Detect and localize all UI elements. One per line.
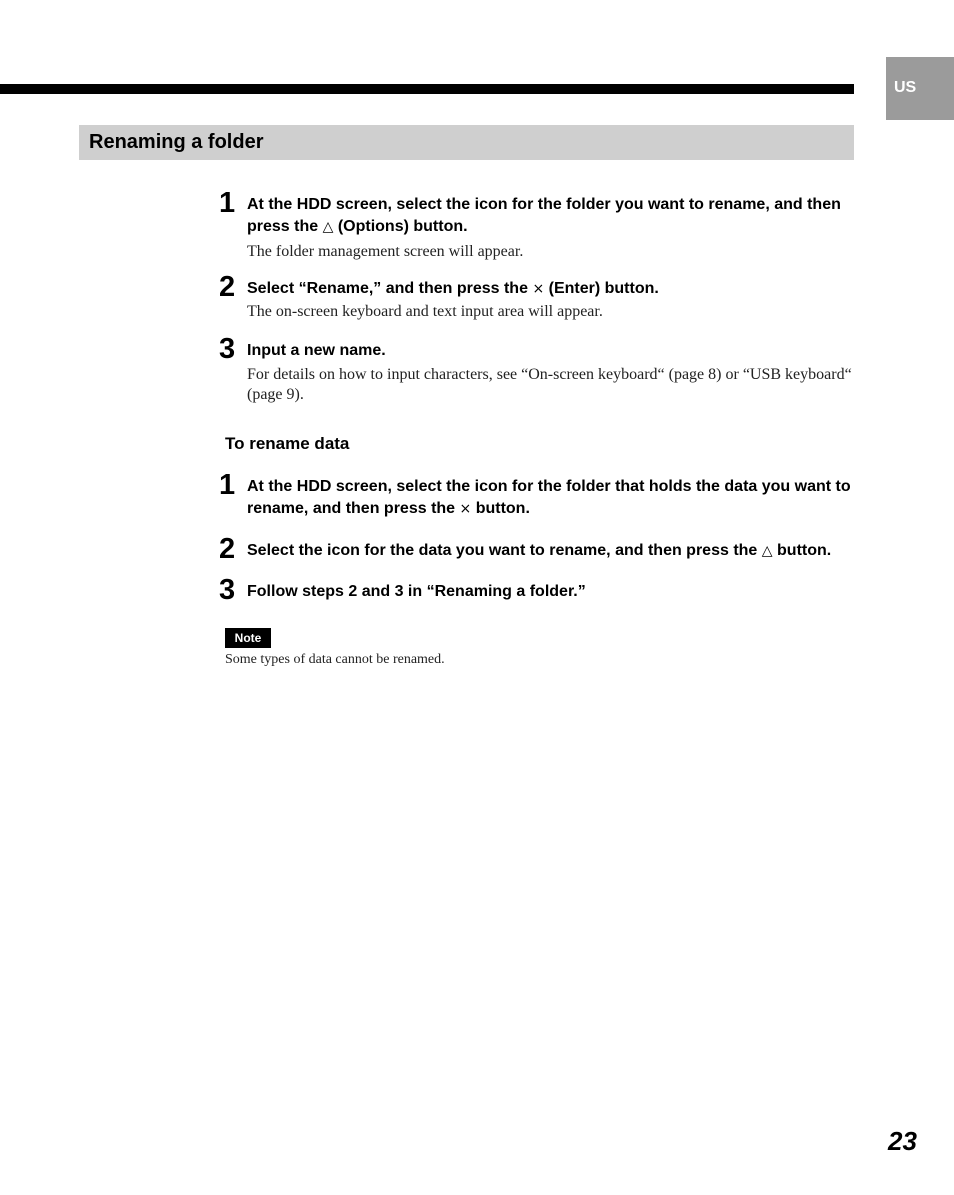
- step-description: The folder management screen will appear.: [247, 243, 524, 260]
- step-title-text: button.: [475, 500, 530, 517]
- step-title-text: button.: [777, 542, 832, 559]
- subsection-title: To rename data: [225, 434, 350, 453]
- page-number: 23: [888, 1126, 917, 1156]
- step-description: For details on how to input characters, see “On-screen keyboard“ (page 8) or “USB keyboard“ (page 9).: [247, 366, 852, 403]
- step-number: 1: [219, 469, 236, 501]
- step-number: 3: [219, 333, 236, 365]
- step-title: [247, 476, 857, 520]
- triangle-icon: △: [322, 219, 334, 235]
- step-title-text: (Enter) button.: [548, 280, 659, 297]
- language-tab: [886, 57, 954, 120]
- note-badge: Note: [225, 628, 271, 648]
- step-title: [247, 194, 857, 238]
- step-number: 2: [219, 533, 236, 565]
- cross-icon: ×: [459, 501, 472, 517]
- step-title-text: (Options) button.: [337, 218, 468, 235]
- step-number: 3: [219, 574, 236, 606]
- triangle-icon: △: [761, 543, 773, 559]
- step-description: The on-screen keyboard and text input area will appear.: [247, 303, 603, 320]
- step-title: Follow steps 2 and 3 in “Renaming a folder.”: [247, 583, 586, 600]
- step-number: 2: [219, 271, 236, 303]
- language-tab-label: US: [894, 79, 917, 96]
- section-header: [79, 125, 854, 160]
- cross-icon: ×: [532, 281, 545, 297]
- note-text: Some types of data cannot be renamed.: [225, 652, 445, 667]
- step-title-text: Select the icon for the data you want to rename, and then press the: [247, 542, 758, 559]
- step-title-text: Select “Rename,” and then press the: [247, 280, 528, 297]
- step-title: Input a new name.: [247, 342, 386, 359]
- step-title-text: At the HDD screen, select the icon for the folder that holds the data you want to rename, and then press the: [247, 478, 851, 517]
- section-title: Renaming a folder: [89, 131, 264, 153]
- header-rule: [0, 84, 854, 94]
- step-title-text: At the HDD screen, select the icon for the folder you want to rename, and then press the: [247, 196, 841, 235]
- step-title: [247, 278, 857, 300]
- step-number: 1: [219, 187, 236, 219]
- step-title: [247, 540, 857, 562]
